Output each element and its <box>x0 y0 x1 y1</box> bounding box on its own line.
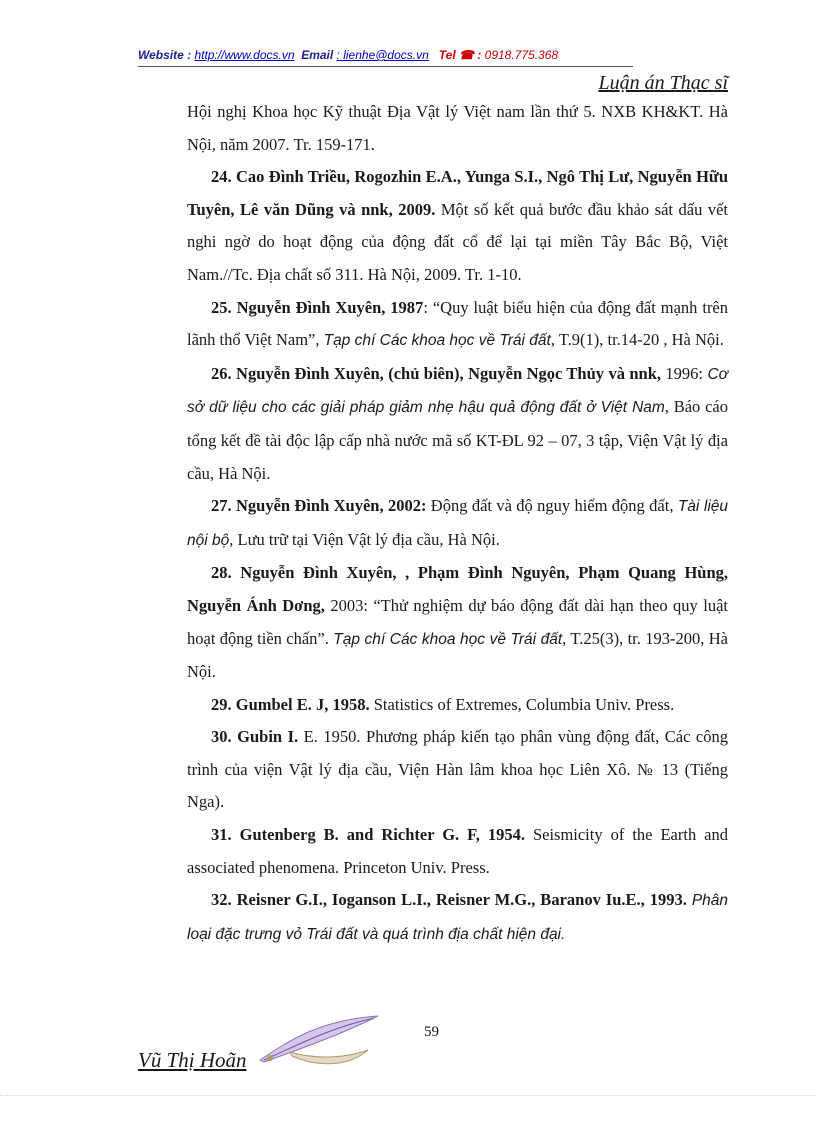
reference-item <box>187 490 728 557</box>
reference-continuation <box>187 96 728 161</box>
reference-text: , T.25(3), tr. 193-200, Hà Nội. <box>187 628 728 682</box>
reference-item <box>187 292 728 358</box>
reference-number: 25. <box>211 297 232 317</box>
reference-text: Statistics of Extremes, Columbia Univ. Press. <box>373 694 675 714</box>
reference-number: 29. <box>211 694 232 714</box>
reference-authors: Gutenberg B. and Richter G. F, 1954. <box>239 825 525 845</box>
email-label: Email <box>301 48 334 62</box>
reference-authors: Nguyễn Đình Xuyên, (chủ biên), Nguyễn Ngọc Thủy và nnk, <box>236 363 662 383</box>
website-link[interactable]: http://www.docs.vn <box>194 48 295 62</box>
reference-item <box>187 819 728 884</box>
reference-authors: Nguyễn Đình Xuyên, , Phạm Đình Nguyên, Phạm Quang Hùng, Nguyễn Ánh Dơng, <box>187 563 729 615</box>
reference-text: Động đất và độ nguy hiểm động đất, <box>426 496 678 516</box>
reference-number: 27. <box>211 496 232 516</box>
tel-number: 0918.775.368 <box>484 48 559 62</box>
reference-text: : “Quy luật biểu hiện của động đất mạnh trên lãnh thổ Việt Nam”, <box>187 297 729 350</box>
page-bottom-divider <box>0 1095 816 1096</box>
reference-text: , Báo cáo tổng kết đề tài độc lập cấp nhà nước mã số KT-ĐL 92 – 07, 3 tập, Viện Vật lý địa cầu, Hà Nội. <box>187 397 728 483</box>
reference-number: 24. <box>211 167 232 187</box>
email-link[interactable]: : lienhe@docs.vn <box>336 48 429 62</box>
reference-item <box>187 721 728 819</box>
header-divider <box>138 66 633 67</box>
reference-item <box>187 358 728 490</box>
tel-label: Tel ☎ : <box>438 48 482 62</box>
reference-authors: Gubin I. <box>237 727 299 747</box>
reference-journal: Tạp chí Các khoa học về Trái đất <box>323 332 551 350</box>
reference-text: Hội nghị Khoa học Kỹ thuật Địa Vật lý Việt nam lần thứ 5. NXB KH&KT. Hà Nội, năm 2007. Tr. 159-171. <box>187 102 728 154</box>
reference-text: E. 1950. Phương pháp kiến tạo phân vùng động đất, Các công trình của viện Vật lý địa cầu, Viện Hàn lâm khoa học Liên Xô. № 13 (Tiếng Nga). <box>187 727 728 812</box>
reference-number: 28. <box>211 563 232 583</box>
reference-item <box>187 557 728 688</box>
reference-text: , T.9(1), tr.14-20 , Hà Nội. <box>550 330 724 350</box>
reference-text: 1996: <box>661 363 708 383</box>
reference-title: Cơ sở dữ liệu cho các giải pháp giảm nhẹ hậu quả động đất ở Việt Nam <box>187 365 729 417</box>
website-label: Website : <box>138 48 192 62</box>
feather-ornament-icon <box>250 1010 390 1070</box>
reference-text: Một số kết quả bước đầu khảo sát dấu vết nghi ngờ do hoạt động của động đất cổ để lại tại miền Tây Bắc Bộ, Việt Nam.//Tc. Địa chất số 311. Hà Nội, 2009. Tr. 1-10. <box>187 199 728 284</box>
header-contact-line <box>138 48 633 62</box>
reference-journal: Tạp chí Các khoa học về Trái đất <box>333 630 563 648</box>
reference-authors: Cao Đình Triều, Rogozhin E.A., Yunga S.I., Ngô Thị Lư, Nguyễn Hữu Tuyên, Lê văn Dũng và nnk, 2009. <box>187 167 729 219</box>
reference-number: 30. <box>211 727 232 747</box>
footer-author: Vũ Thị Hoãn <box>138 1048 247 1072</box>
reference-authors: Reisner G.I., Ioganson L.I., Reisner M.G., Baranov Iu.E., 1993. <box>236 890 687 910</box>
reference-text: , Lưu trữ tại Viện Vật lý địa cầu, Hà Nội. <box>229 529 500 549</box>
reference-authors: Nguyễn Đình Xuyên, 1987 <box>236 297 424 317</box>
reference-text: Seismicity of the Earth and associated phenomena. Princeton Univ. Press. <box>187 825 728 877</box>
reference-item <box>187 161 728 291</box>
reference-title: Phân loại đặc trưng vỏ Trái đất và quá trình địa chất hiện đại. <box>187 892 729 943</box>
reference-title: Tài liệu nội bộ <box>187 498 729 549</box>
reference-number: 32. <box>211 890 232 910</box>
reference-item <box>187 884 728 951</box>
reference-text: 2003: “Thử nghiệm dự báo động đất dài hạn theo quy luật hoạt động tiền chấn”. <box>187 595 728 648</box>
reference-number: 26. <box>211 363 232 383</box>
reference-list <box>187 96 728 951</box>
reference-number: 31. <box>211 825 232 845</box>
page-number: 59 <box>424 1024 439 1040</box>
reference-authors: Nguyễn Đình Xuyên, 2002: <box>235 496 427 516</box>
reference-item <box>187 689 728 722</box>
reference-authors: Gumbel E. J, 1958. <box>235 694 370 714</box>
thesis-title: Luận án Thạc sĩ <box>598 72 728 94</box>
